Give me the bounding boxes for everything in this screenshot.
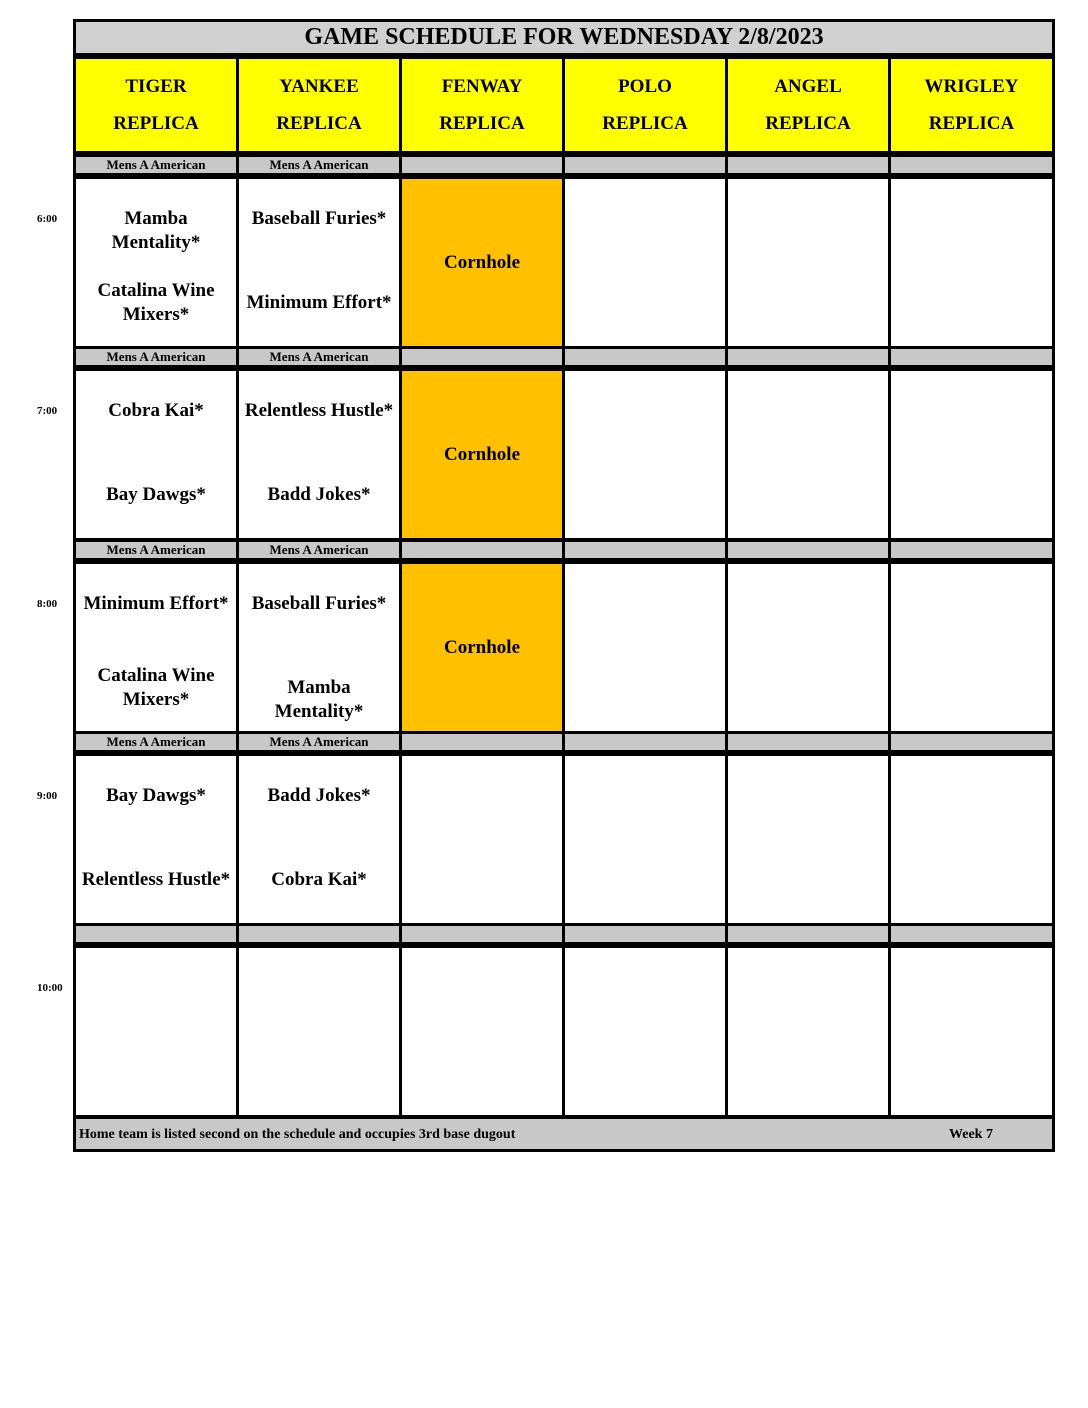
division-label: Mens A American	[73, 154, 239, 176]
away-team: Relentless Hustle*	[244, 400, 394, 421]
schedule-sheet	[73, 19, 1055, 1152]
division-label	[562, 539, 728, 561]
division-label	[888, 731, 1055, 753]
time-label: 8:00	[37, 598, 58, 610]
empty-cell	[562, 945, 728, 1118]
matchup-cell	[236, 753, 402, 926]
division-label	[562, 923, 728, 945]
field-header-polo	[562, 56, 728, 154]
event-cell-cornhole	[399, 561, 565, 734]
division-label	[725, 539, 891, 561]
matchup-cell	[73, 176, 239, 349]
time-label: 9:00	[37, 790, 58, 802]
matchup-cell	[73, 368, 239, 541]
event-label: Cornhole	[444, 636, 520, 658]
division-label	[73, 923, 239, 945]
home-team: Relentless Hustle*	[81, 869, 231, 890]
empty-cell	[725, 176, 891, 349]
home-team: Badd Jokes*	[267, 484, 371, 505]
away-team: Badd Jokes*	[267, 785, 371, 806]
field-header-fenway	[399, 56, 565, 154]
division-label	[399, 346, 565, 368]
division-label	[725, 923, 891, 945]
empty-cell	[73, 945, 239, 1118]
home-team: Catalina Wine Mixers*	[97, 280, 215, 325]
field-header-yankee	[236, 56, 402, 154]
division-label	[725, 346, 891, 368]
away-team: Bay Dawgs*	[106, 785, 206, 806]
empty-cell	[725, 561, 891, 734]
event-label: Cornhole	[444, 251, 520, 273]
empty-cell	[888, 561, 1055, 734]
division-label	[888, 346, 1055, 368]
empty-cell	[562, 753, 728, 926]
empty-cell	[888, 945, 1055, 1118]
division-label	[562, 731, 728, 753]
division-label	[888, 539, 1055, 561]
week-label: Week 7	[949, 1127, 993, 1142]
home-team: Cobra Kai*	[271, 869, 367, 890]
empty-cell	[888, 176, 1055, 349]
event-cell-cornhole	[399, 368, 565, 541]
matchup-cell	[236, 368, 402, 541]
home-team-note: Home team is listed second on the schedule and occupies 3rd base dugout	[79, 1127, 516, 1142]
division-label	[888, 154, 1055, 176]
division-label: Mens A American	[236, 154, 402, 176]
time-label: 7:00	[37, 405, 58, 417]
field-header-angel	[725, 56, 891, 154]
home-team: Bay Dawgs*	[106, 484, 206, 505]
empty-cell	[562, 561, 728, 734]
field-name: WRIGLEY	[924, 76, 1019, 97]
empty-cell	[562, 368, 728, 541]
empty-cell	[236, 945, 402, 1118]
away-team: Baseball Furies*	[251, 593, 387, 614]
home-team: Minimum Effort*	[246, 292, 392, 313]
field-name: TIGER	[125, 76, 187, 97]
empty-cell	[562, 176, 728, 349]
division-label	[236, 923, 402, 945]
empty-cell	[725, 753, 891, 926]
division-label	[725, 731, 891, 753]
home-team: Catalina Wine Mixers*	[97, 665, 215, 710]
division-label: Mens A American	[236, 731, 402, 753]
away-team: Baseball Furies*	[251, 208, 387, 229]
division-label	[888, 923, 1055, 945]
matchup-cell	[73, 753, 239, 926]
division-label	[562, 346, 728, 368]
field-subtitle: REPLICA	[439, 113, 525, 134]
event-label: Cornhole	[444, 443, 520, 465]
division-label: Mens A American	[73, 346, 239, 368]
division-label	[399, 731, 565, 753]
empty-cell	[888, 368, 1055, 541]
matchup-cell	[236, 561, 402, 734]
away-team: Minimum Effort*	[83, 593, 229, 614]
field-subtitle: REPLICA	[602, 113, 688, 134]
field-subtitle: REPLICA	[113, 113, 199, 134]
event-cell-cornhole	[399, 176, 565, 349]
division-label: Mens A American	[73, 539, 239, 561]
schedule-footer	[73, 1116, 1055, 1152]
schedule-title: GAME SCHEDULE FOR WEDNESDAY 2/8/2023	[73, 19, 1055, 56]
matchup-cell	[73, 561, 239, 734]
time-label: 10:00	[37, 982, 63, 994]
field-name: FENWAY	[441, 76, 523, 97]
division-label	[562, 154, 728, 176]
field-subtitle: REPLICA	[276, 113, 362, 134]
division-label	[399, 539, 565, 561]
field-name: YANKEE	[279, 76, 359, 97]
empty-cell	[725, 945, 891, 1118]
field-name: POLO	[618, 76, 672, 97]
empty-cell	[888, 753, 1055, 926]
division-label: Mens A American	[236, 539, 402, 561]
field-header-tiger	[73, 56, 239, 154]
matchup-cell	[236, 176, 402, 349]
empty-cell	[399, 753, 565, 926]
division-label: Mens A American	[236, 346, 402, 368]
away-team: Cobra Kai*	[108, 400, 204, 421]
field-subtitle: REPLICA	[765, 113, 851, 134]
field-name: ANGEL	[774, 76, 842, 97]
division-label	[399, 154, 565, 176]
empty-cell	[399, 945, 565, 1118]
field-header-wrigley	[888, 56, 1055, 154]
away-team: Mamba Mentality*	[111, 208, 201, 253]
division-label: Mens A American	[73, 731, 239, 753]
home-team: Mamba Mentality*	[274, 677, 364, 722]
division-label	[725, 154, 891, 176]
empty-cell	[725, 368, 891, 541]
division-label	[399, 923, 565, 945]
field-subtitle: REPLICA	[928, 113, 1015, 134]
time-label: 6:00	[37, 213, 58, 225]
